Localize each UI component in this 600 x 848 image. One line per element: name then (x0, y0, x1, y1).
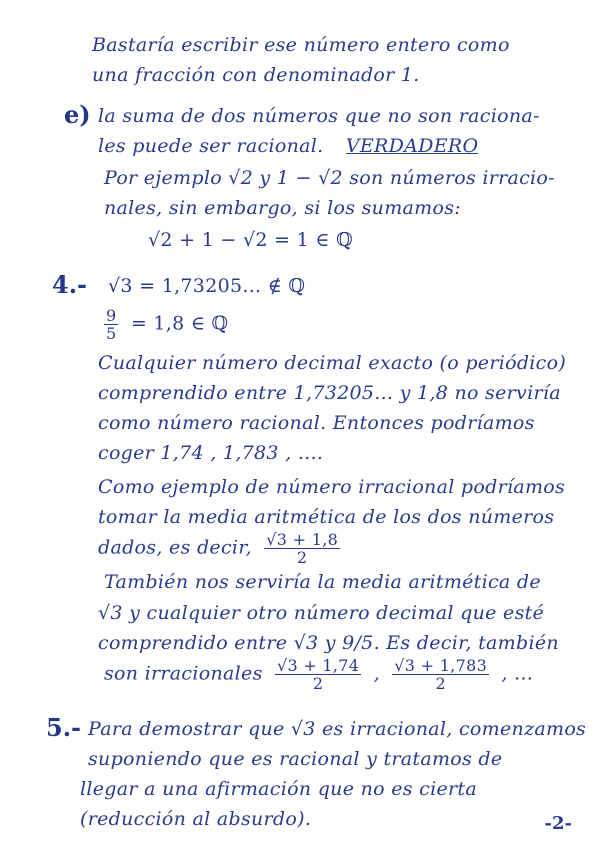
text-line-18: √3 y cualquier otro número decimal que esté (98, 602, 545, 624)
page-number: -2- (544, 813, 572, 834)
text-line-10: Cualquier número decimal exacto (o periódico) (98, 352, 567, 374)
text-line-21: Para demostrar que √3 es irracional, comenzamos (88, 718, 587, 740)
text-line-13: coger 1,74 , 1,783 , .... (98, 442, 324, 464)
text-line-12: como número racional. Entonces podríamos (98, 412, 535, 434)
fraction-denominator: 2 (296, 548, 308, 567)
text-line-22: suponiendo que es racional y tratamos de (88, 748, 503, 770)
text-line-23: llegar a una afirmación que no es cierta (80, 778, 477, 800)
fraction-denominator: 2 (435, 674, 446, 693)
text-line-2: una fracción con denominador 1. (92, 64, 420, 86)
text-line-14: Como ejemplo de número irracional podríamos (98, 476, 566, 498)
fraction-mean-sqrt3-1-783 (392, 657, 489, 692)
text-line-24: (reducción al absurdo). (80, 808, 312, 830)
text-line-11: comprendido entre 1,73205... y 1,8 no serviría (98, 382, 561, 404)
fraction-separator: , (373, 662, 380, 685)
fraction-mean-sqrt3-1-74 (275, 657, 361, 692)
text-line-4 (98, 134, 478, 158)
text-line-6: nales, sin embargo, si los sumamos: (104, 197, 461, 219)
verdadero-label: VERDADERO (345, 135, 479, 157)
text-line-19: comprendido entre √3 y 9/5. Es decir, también (98, 632, 559, 654)
equation-sqrt3: √3 = 1,73205... ∉ ℚ (108, 275, 306, 297)
equation-nine-fifths-value: = 1,8 ∈ ℚ (130, 312, 229, 335)
fraction-nine-fifths (104, 307, 118, 342)
text-line-16-start: dados, es decir, (98, 536, 252, 559)
equation-nine-fifths (104, 307, 228, 342)
text-line-3: la suma de dos números que no son raciona- (98, 105, 540, 127)
fraction-mean-sqrt3-1-8 (264, 531, 340, 566)
fraction-denominator: 5 (106, 324, 117, 343)
text-line-1: Bastaría escribir ese número entero como (92, 34, 510, 56)
text-line-20-start: son irracionales (104, 662, 263, 685)
equation-sum: √2 + 1 − √2 = 1 ∈ ℚ (148, 229, 353, 251)
fraction-numerator: 9 (106, 306, 117, 325)
text-line-4-start: les puede ser racional. (98, 135, 324, 157)
text-line-16 (98, 531, 346, 566)
item-marker-e: e) (64, 100, 91, 129)
fraction-numerator: √3 + 1,8 (266, 530, 339, 549)
text-line-5: Por ejemplo √2 y 1 − √2 son números irracio- (104, 167, 555, 189)
text-line-20-end: , ... (501, 662, 534, 685)
text-line-15: tomar la media aritmética de los dos números (98, 506, 555, 528)
text-line-20 (104, 657, 533, 692)
fraction-denominator: 2 (312, 674, 324, 693)
item-marker-5: 5.- (46, 713, 82, 742)
item-marker-4: 4.- (52, 270, 88, 299)
fraction-numerator: √3 + 1,74 (276, 656, 360, 675)
text-line-17: También nos serviría la media aritmética de (104, 571, 541, 593)
fraction-numerator: √3 + 1,783 (394, 656, 488, 675)
